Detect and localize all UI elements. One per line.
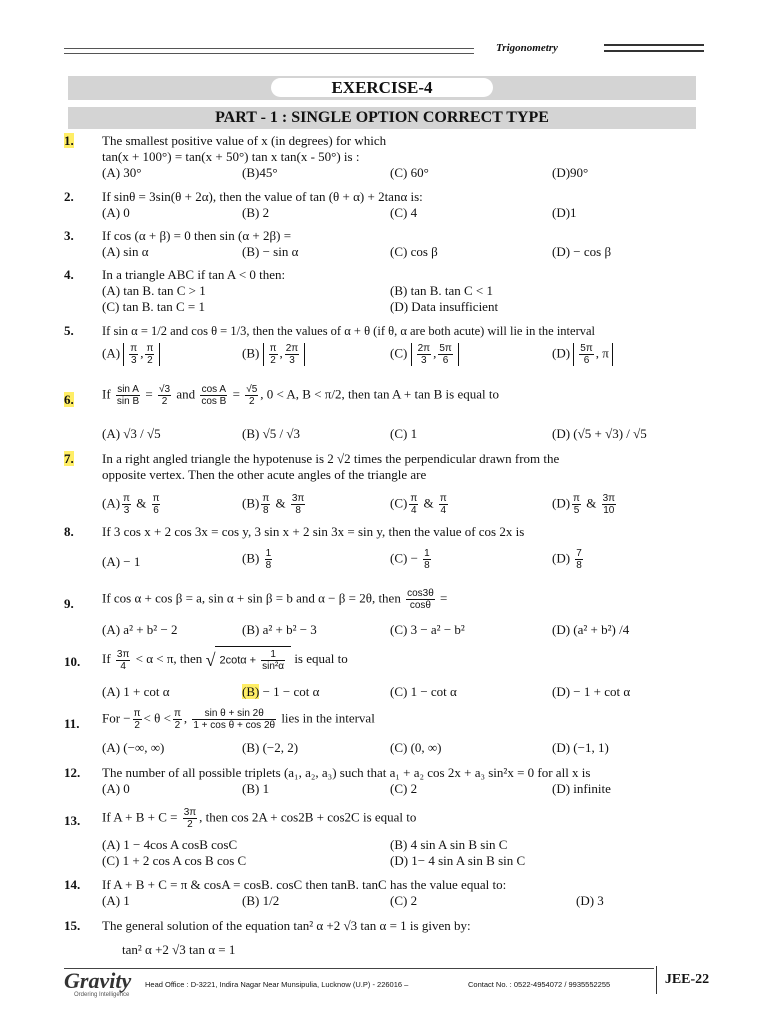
chapter-title: Trigonometry: [496, 42, 558, 54]
option-a: (A) 30°: [102, 165, 142, 180]
option-b: (B) 1: [242, 781, 270, 796]
option-d: (D) 1− 4 sin A sin B sin C: [390, 853, 526, 868]
question-number: 3.: [64, 228, 74, 243]
header-rule-right: [604, 44, 704, 52]
question-text: If A + B + C = $\frac{3\pi}{2}$ , then cos 2A + cos2B + cos2C is equal to: [102, 807, 417, 830]
question-text: The smallest positive value of x (in degrees) for which: [102, 133, 387, 148]
gravity-logo: Gravity: [64, 968, 132, 993]
option-d: (D) − 1 + cot α: [552, 684, 631, 699]
question-text: If 3 cos x + 2 cos 3x = cos y, 3 sin x + 2 sin 3x = sin y, then the value of cos 2x is: [102, 524, 525, 539]
option-d: (D) $\frac{\pi}{5}$ & $\frac{3\pi}{10}$: [552, 493, 616, 516]
option-c: (C) 2: [390, 893, 418, 908]
interval-bracket: $\frac{2\pi}{3}$ , $\frac{5\pi}{6}$: [411, 343, 459, 366]
question-text: opposite vertex. Then the other acute angles of the triangle are: [102, 467, 427, 482]
question-6: [64, 384, 704, 444]
exercise-title: EXERCISE-4: [68, 76, 696, 100]
option-a: (A) 0: [102, 205, 130, 220]
option-c: (C) 60°: [390, 165, 429, 180]
question-number: 13.: [64, 813, 81, 828]
option-d: (D) infinite: [552, 781, 611, 796]
question-11: [64, 708, 704, 758]
question-equation: tan² α +2 √3 tan α = 1: [122, 942, 236, 957]
part-title: PART - 1 : SINGLE OPTION CORRECT TYPE: [68, 107, 696, 129]
option-c: (C) tan B. tan C = 1: [102, 299, 206, 314]
option-c: (C) 1 + 2 cos A cos B cos C: [102, 853, 247, 868]
question-10: [64, 646, 704, 702]
interval-bracket: $\frac{5\pi}{6}$ , π: [573, 343, 613, 366]
option-d: (D) − cos β: [552, 244, 612, 259]
option-d: (D) $\frac{7}{8}$: [552, 548, 582, 571]
option-b: (B) $\frac{\pi}{2}$ , $\frac{2\pi}{3}$: [242, 343, 305, 366]
option-b: (B) − 1 − cot α: [242, 684, 320, 699]
option-a: (A) √3 / √5: [102, 426, 161, 441]
option-d: (D) 3: [576, 893, 604, 908]
option-b: (B) 2: [242, 205, 270, 220]
option-b: (B) a² + b² − 3: [242, 622, 317, 637]
question-9: [64, 588, 704, 638]
option-b: (B) 4 sin A sin B sin C: [390, 837, 508, 852]
option-d: (D)1: [552, 205, 577, 220]
head-office-address: Head Office : D-3221, Indira Nagar Near Munsipulia, Lucknow (U.P) - 226016 –: [145, 980, 409, 989]
option-b: (B) √5 / √3: [242, 426, 300, 441]
question-3: [64, 228, 704, 260]
option-b: (B) 1/2: [242, 893, 280, 908]
interval-bracket: $\frac{\pi}{2}$ , $\frac{2\pi}{3}$: [263, 343, 306, 366]
option-a: (A) sin α: [102, 244, 149, 259]
question-text: tan(x + 100°) = tan(x + 50°) tan x tan(x - 50°) is :: [102, 149, 360, 164]
option-a: (A) 0: [102, 781, 130, 796]
question-5: [64, 323, 704, 375]
option-b: (B) $\frac{\pi}{8}$ & $\frac{3\pi}{8}$: [242, 493, 305, 516]
question-7: [64, 451, 704, 523]
question-number: 14.: [64, 877, 81, 892]
option-d: (D) (√5 + √3) / √5: [552, 426, 647, 441]
question-number: 11.: [64, 716, 80, 731]
question-14: [64, 877, 704, 909]
option-c: (C) cos β: [390, 244, 438, 259]
question-13: [64, 807, 704, 869]
question-1: [64, 133, 704, 181]
option-c: (C) 3 − a² − b²: [390, 622, 465, 637]
option-a: (A) $\frac{\pi}{3}$ , $\frac{\pi}{2}$: [102, 343, 160, 366]
interval-bracket: $\frac{\pi}{3}$ , $\frac{\pi}{2}$: [123, 343, 160, 366]
footer-rule: [64, 968, 654, 969]
contact-number: Contact No. : 0522-4954072 / 9935552255: [468, 980, 611, 989]
option-d: (D) (−1, 1): [552, 740, 609, 755]
question-text: If A + B + C = π & cosA = cosB. cosC then tanB. tanC has the value equal to:: [102, 877, 507, 892]
option-c: (C) 1 − cot α: [390, 684, 457, 699]
question-8: [64, 524, 704, 580]
question-text: The general solution of the equation tan² α +2 √3 tan α = 1 is given by:: [102, 918, 471, 933]
option-c: (C) $\frac{\pi}{4}$ & $\frac{\pi}{4}$: [390, 493, 447, 516]
option-a: (A) tan B. tan C > 1: [102, 283, 206, 298]
option-d: (D) Data insufficient: [390, 299, 499, 314]
question-15: [64, 918, 704, 958]
question-number: 4.: [64, 267, 74, 282]
option-a: (A) $\frac{\pi}{3}$ & $\frac{\pi}{6}$: [102, 493, 160, 516]
question-text: In a triangle ABC if tan A < 0 then:: [102, 267, 286, 282]
question-number: 15.: [64, 918, 81, 933]
question-text: If $\frac{\text{sin A}}{\text{sin B}}$ = $\frac{√3}{2}$ and $\frac{\text{cos A}}{\text{cos B}}$ = $\frac{√5}{2}$ , 0 < A, B < π/2, then tan A + tan B is equal to: [102, 384, 499, 407]
option-c: (C) − $\frac{1}{8}$: [390, 548, 430, 571]
question-text: If cos α + cos β = a, sin α + sin β = b and α − β = 2θ, then $\frac{\cos 3\theta}{\cos\theta}$ =: [102, 588, 448, 611]
option-c: (C) $\frac{2\pi}{3}$ , $\frac{5\pi}{6}$: [390, 343, 459, 366]
question-text: If sinθ = 3sin(θ + 2α), then the value of tan (θ + α) + 2tanα is:: [102, 189, 423, 204]
option-d: (D) (a² + b²) /4: [552, 622, 630, 637]
question-4: [64, 267, 704, 315]
question-text: The number of all possible triplets (a₁, a₂, a₃) such that a₁ + a₂ cos 2x + a₃ sin²x = 0 for all x is: [102, 765, 591, 780]
option-b: (B) − sin α: [242, 244, 299, 259]
question-number: 10.: [64, 654, 81, 669]
option-b: (B) tan B. tan C < 1: [390, 283, 494, 298]
logo-tagline: Ordering Intelligence: [74, 992, 130, 998]
option-a: (A) 1 + cot α: [102, 684, 170, 699]
header-rule-left: [64, 48, 474, 54]
option-a: (A) (−∞, ∞): [102, 740, 165, 755]
option-b: (B) (−2, 2): [242, 740, 299, 755]
question-number: 8.: [64, 524, 74, 539]
option-c: (C) (0, ∞): [390, 740, 442, 755]
option-a: (A) a² + b² − 2: [102, 622, 178, 637]
option-a: (A) − 1: [102, 554, 141, 569]
option-b: (B) $\frac{1}{8}$: [242, 548, 272, 571]
question-number: 6.: [64, 392, 74, 407]
question-text: For − $\frac{\pi}{2}$ < θ < $\frac{\pi}{2}$ , $\frac{\text{sin θ + sin 2θ}}{\text{1 + cos θ + cos 2θ}}$ lies in the interval: [102, 708, 375, 731]
question-text: If $\frac{3\pi}{4}$ < α < π, then √ 2cotα + $\frac{1}{\text{sin²α}}$ is equal to: [102, 646, 704, 674]
question-number: 12.: [64, 765, 81, 780]
option-a: (A) 1: [102, 893, 130, 908]
question-number: 2.: [64, 189, 74, 204]
page-number: JEE-22: [656, 966, 717, 994]
question-text: If cos (α + β) = 0 then sin (α + 2β) =: [102, 228, 292, 243]
option-a: (A) 1 − 4cos A cosB cosC: [102, 837, 238, 852]
option-c: (C) 2: [390, 781, 418, 796]
question-number: 7.: [64, 451, 74, 466]
question-2: [64, 189, 704, 221]
option-c: (C) 4: [390, 205, 418, 220]
option-d: (D) $\frac{5\pi}{6}$ , π: [552, 343, 613, 366]
question-number: 1.: [64, 133, 74, 148]
question-12: [64, 765, 704, 797]
question-text: In a right angled triangle the hypotenuse is 2 √2 times the perpendicular drawn from the: [102, 451, 560, 466]
option-b: (B)45°: [242, 165, 278, 180]
option-c: (C) 1: [390, 426, 418, 441]
question-number: 5.: [64, 323, 74, 338]
question-number: 9.: [64, 596, 74, 611]
option-d: (D)90°: [552, 165, 589, 180]
question-text: If sin α = 1/2 and cos θ = 1/3, then the values of α + θ (if θ, α are both acute) will lie in the interval: [102, 324, 596, 338]
